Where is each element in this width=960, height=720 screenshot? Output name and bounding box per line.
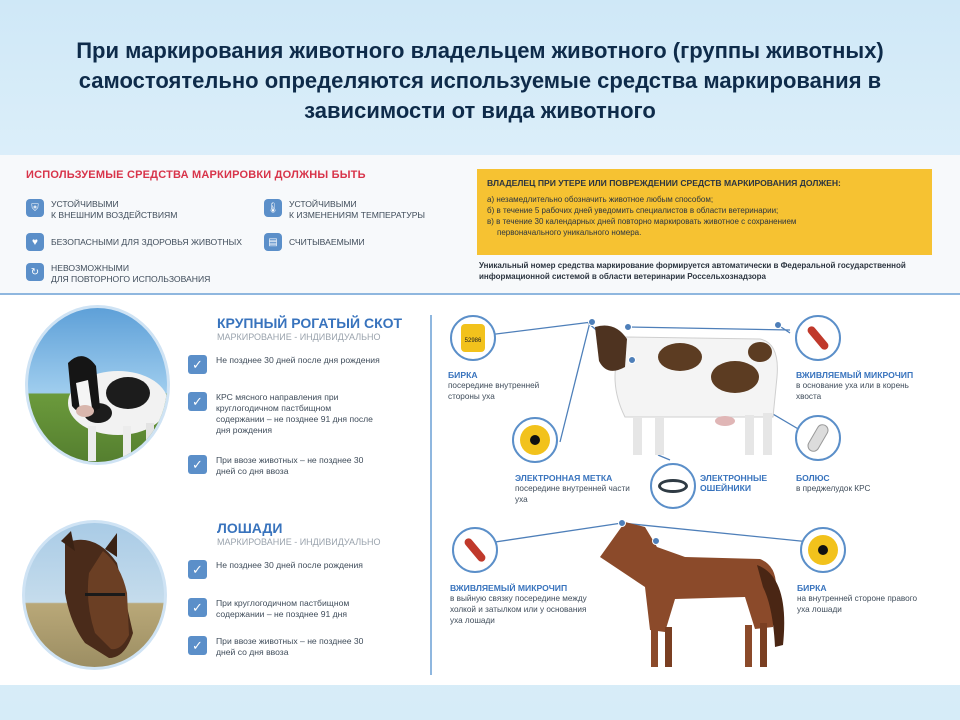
check-icon: ✓ [188, 598, 207, 617]
cattle-check-item: ✓ КРС мясного направления при круглогодичном пастбищном содержании – не позднее 91 дня после дня рождения [188, 392, 381, 436]
collar-bubble [650, 463, 696, 509]
callout-microchip: ВЖИВЛЯЕМЫЙ МИКРОЧИП в основание уха или в корень хвоста [796, 370, 914, 401]
requirement-item: ♥ БЕЗОПАСНЫМИ ДЛЯ ЗДОРОВЬЯ ЖИВОТНЫХ [26, 233, 242, 251]
horses-name: ЛОШАДИ [217, 520, 283, 536]
check-icon: ✓ [188, 355, 207, 374]
shield-icon: ⛨ [26, 199, 44, 217]
owner-line: б) в течение 5 рабочих дней уведомить специалистов в области ветеринарии; [487, 206, 779, 215]
marking-point [652, 537, 660, 545]
horse-diagram [595, 517, 790, 672]
check-icon: ✓ [188, 392, 207, 411]
ear-tag-bubble [450, 315, 496, 361]
marking-point [774, 321, 782, 329]
cattle-diagram [585, 317, 800, 457]
callout-ear-tag: БИРКА посередине внутренней стороны уха [448, 370, 540, 401]
owner-heading: ВЛАДЕЛЕЦ ПРИ УТЕРЕ ИЛИ ПОВРЕЖДЕНИИ СРЕДСТВ МАРКИРОВАНИЯ ДОЛЖЕН: [487, 178, 841, 188]
microchip-icon [463, 537, 487, 564]
ear-tag-icon [808, 535, 838, 565]
cattle-name: КРУПНЫЙ РОГАТЫЙ СКОТ [217, 315, 403, 331]
microchip-bubble [795, 315, 841, 361]
marking-point [618, 519, 626, 527]
horse-tag-bubble [800, 527, 846, 573]
check-icon: ✓ [188, 455, 207, 474]
horse-microchip-bubble [452, 527, 498, 573]
requirements-heading: ИСПОЛЬЗУЕМЫЕ СРЕДСТВА МАРКИРОВКИ ДОЛЖНЫ БЫТЬ [26, 169, 366, 181]
cattle-check-item: ✓ Не позднее 30 дней после дня рождения [188, 355, 381, 374]
requirement-item: 🌡 УСТОЙЧИВЫМИ К ИЗМЕНЕНИЯМ ТЕМПЕРАТУРЫ [264, 199, 425, 221]
cattle-subtitle: МАРКИРОВАНИЕ - ИНДИВИДУАЛЬНО [217, 332, 381, 342]
horses-check-item: ✓ При ввозе животных – не позднее 30 дней со дня ввоза [188, 636, 381, 658]
heart-icon: ♥ [26, 233, 44, 251]
infographic-panel [0, 155, 960, 685]
horses-check-item: ✓ Не позднее 30 дней после рождения [188, 560, 381, 579]
requirement-item: ▤ СЧИТЫВАЕМЫМИ [264, 233, 365, 251]
recycle-icon: ↻ [26, 263, 44, 281]
marking-point [624, 323, 632, 331]
collar-icon [658, 479, 688, 493]
bolus-bubble [795, 415, 841, 461]
page-title: При маркирования животного владельцем животного (группы животных) самостоятельно определяются используемые средства маркирования в зависимости от вида животного [76, 38, 884, 123]
electronic-tag-bubble [512, 417, 558, 463]
owner-line: в) в течение 30 календарных дней повторно маркировать животное с сохранением [487, 217, 797, 226]
scanner-icon: ▤ [264, 233, 282, 251]
callout-electronic-tag: ЭЛЕКТРОННАЯ МЕТКА посередине внутренней части уха [515, 473, 630, 504]
microchip-icon [806, 325, 830, 352]
marking-point [628, 356, 636, 364]
marking-point [588, 318, 596, 326]
check-icon: ✓ [188, 636, 207, 655]
requirement-item: ⛨ УСТОЙЧИВЫМИ К ВНЕШНИМ ВОЗДЕЙСТВИЯМ [26, 199, 177, 221]
unique-number-note: Уникальный номер средства маркирование формируется автоматически в Федеральной государственной информационной системой в области ветеринарии Россельхознадзора [479, 261, 906, 281]
callout-horse-tag: БИРКА на внутренней стороне правого уха лошади [797, 583, 918, 614]
check-icon: ✓ [188, 560, 207, 579]
callout-collar: ЭЛЕКТРОННЫЕ ОШЕЙНИКИ [700, 473, 768, 493]
electronic-tag-icon [520, 425, 550, 455]
owner-line: первоначального уникального номера. [497, 228, 642, 237]
horses-subtitle: МАРКИРОВАНИЕ - ИНДИВИДУАЛЬНО [217, 537, 381, 547]
callout-bolus: БОЛЮС в преджелудок КРС [796, 473, 871, 493]
requirement-item: ↻ НЕВОЗМОЖНЫМИ ДЛЯ ПОВТОРНОГО ИСПОЛЬЗОВАНИЯ [26, 263, 210, 285]
cattle-check-item: ✓ При ввозе животных – не позднее 30 дней со дня ввоза [188, 455, 381, 477]
bolus-icon [805, 422, 830, 454]
ear-tag-icon: 52986 [461, 324, 485, 352]
thermometer-icon: 🌡 [264, 199, 282, 217]
horses-check-item: ✓ При круглогодичном пастбищном содержании – не позднее 91 дня [188, 598, 381, 620]
owner-line: а) незамедлительно обозначить животное любым способом; [487, 195, 714, 204]
callout-horse-microchip: ВЖИВЛЯЕМЫЙ МИКРОЧИП в выйную связку посередине между холкой и затылком или у основания уха лошади [450, 583, 587, 625]
